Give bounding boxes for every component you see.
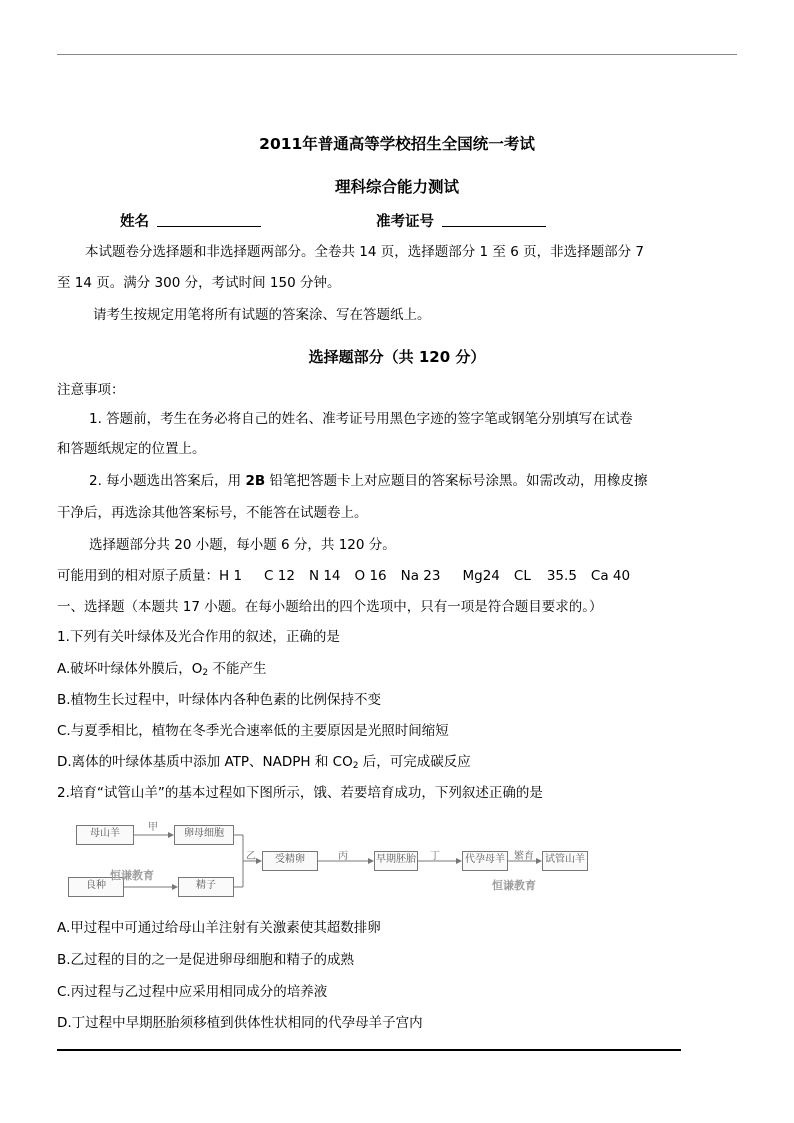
exam-subtitle: 理科综合能力测试 <box>334 178 459 196</box>
q2-option-c[interactable]: C.丙过程与乙过程中应采用相同成分的培养液 <box>57 984 328 1000</box>
step-d-label: 丁 <box>430 851 440 862</box>
notice-label: 注意事项： <box>57 382 125 398</box>
process-diagram <box>68 815 588 910</box>
diagram-box-mother-goat: 母山羊 <box>76 825 134 845</box>
diagram-box-breed: 良种 <box>68 877 124 897</box>
note-2-line-2: 干净后，再选涂其他答案标号，不能答在试题卷上。 <box>57 505 368 521</box>
atoms-label: 可能用到的相对原子质量： <box>57 568 219 584</box>
summary: 选择题部分共 20 小题，每小题 6 分，共 120 分。 <box>89 537 396 553</box>
q1-option-b[interactable]: B.植物生长过程中，叶绿体内各种色素的比例保持不变 <box>57 692 382 708</box>
id-label: 准考证号 <box>376 214 434 230</box>
q1-option-c[interactable]: C.与夏季相比，植物在冬季光合速率低的主要原因是光照时间缩短 <box>57 723 449 739</box>
intro-line-2: 至 14 页。满分 300 分，考试时间 150 分钟。 <box>57 275 341 291</box>
diagram-box-early-embryo: 早期胚胎 <box>374 851 418 871</box>
watermark-right: 恒谦教育 <box>492 879 536 892</box>
diagram-box-oocyte: 卵母细胞 <box>174 825 234 845</box>
q1-option-d[interactable]: D.离体的叶绿体基质中添加 ATP、NADPH 和 $CO_2$ 后，可完成碳反应 <box>57 754 471 771</box>
part-1-heading: 一、选择题（本题共 17 小题。在每小题给出的四个选项中，只有一项是符合题目要求的。） <box>57 599 603 615</box>
step-c-label: 丙 <box>338 851 348 862</box>
top-rule <box>57 54 737 55</box>
intro-line-3: 请考生按规定用笔将所有试题的答案涂、写在答题纸上。 <box>93 307 431 323</box>
note-1-line-2: 和答题纸规定的位置上。 <box>57 441 206 457</box>
step-b-label: 乙 <box>246 851 256 862</box>
diagram-box-zygote: 受精卵 <box>262 851 318 871</box>
note-1-line-1: 1. 答题前，考生在务必将自己的姓名、准考证号用黑色字迹的签字笔或钢笔分别填写在试卷 <box>89 411 633 427</box>
q1-option-a[interactable]: A.破坏叶绿体外膜后，$O_2$ 不能产生 <box>57 661 267 678</box>
step-e-label: 繁育 <box>514 851 534 862</box>
section-title: 选择题部分（共 120 分） <box>308 348 486 366</box>
step-a-label: 甲 <box>148 822 158 833</box>
diagram-arrows <box>68 815 588 910</box>
bottom-rule <box>57 1049 681 1051</box>
note-2-line-1: 2. 每小题选出答案后，用 2B 铅笔把答题卡上对应题目的答案标号涂黑。如需改动，用橡皮擦 <box>89 473 648 489</box>
atomic-masses: 可能用到的相对原子质量：H 1 C 12 N 14 O 16 Na 23 Mg24 CL 35.5 Ca 40 <box>57 568 631 584</box>
q2-option-d[interactable]: D.丁过程中早期胚胎须移植到供体性状相同的代孕母羊子宫内 <box>57 1015 423 1031</box>
diagram-box-sperm: 精子 <box>178 877 234 897</box>
id-blank[interactable] <box>442 212 546 227</box>
name-field[interactable] <box>120 210 261 231</box>
q2-option-a[interactable]: A.甲过程中可通过给母山羊注射有关激素使其超数排卵 <box>57 920 381 936</box>
diagram-box-surrogate: 代孕母羊 <box>462 851 508 871</box>
name-blank[interactable] <box>157 212 261 227</box>
diagram-box-test-tube-goat: 试管山羊 <box>542 851 588 871</box>
name-label: 姓名 <box>120 214 149 230</box>
watermark-left: 恒谦教育 <box>110 869 154 882</box>
id-field[interactable] <box>376 210 546 231</box>
intro-line-1: 本试题卷分选择题和非选择题两部分。全卷共 14 页，选择题部分 1 至 6 页，非选择题部分 7 <box>85 244 644 260</box>
exam-title: 2011年普通高等学校招生全国统一考试 <box>259 135 535 153</box>
q1-stem: 1.下列有关叶绿体及光合作用的叙述，正确的是 <box>57 629 340 645</box>
q2-stem: 2.培育“试管山羊”的基本过程如下图所示，饿、若要培育成功，下列叙述正确的是 <box>57 785 543 801</box>
q2-option-b[interactable]: B.乙过程的目的之一是促进卵母细胞和精子的成熟 <box>57 952 355 968</box>
